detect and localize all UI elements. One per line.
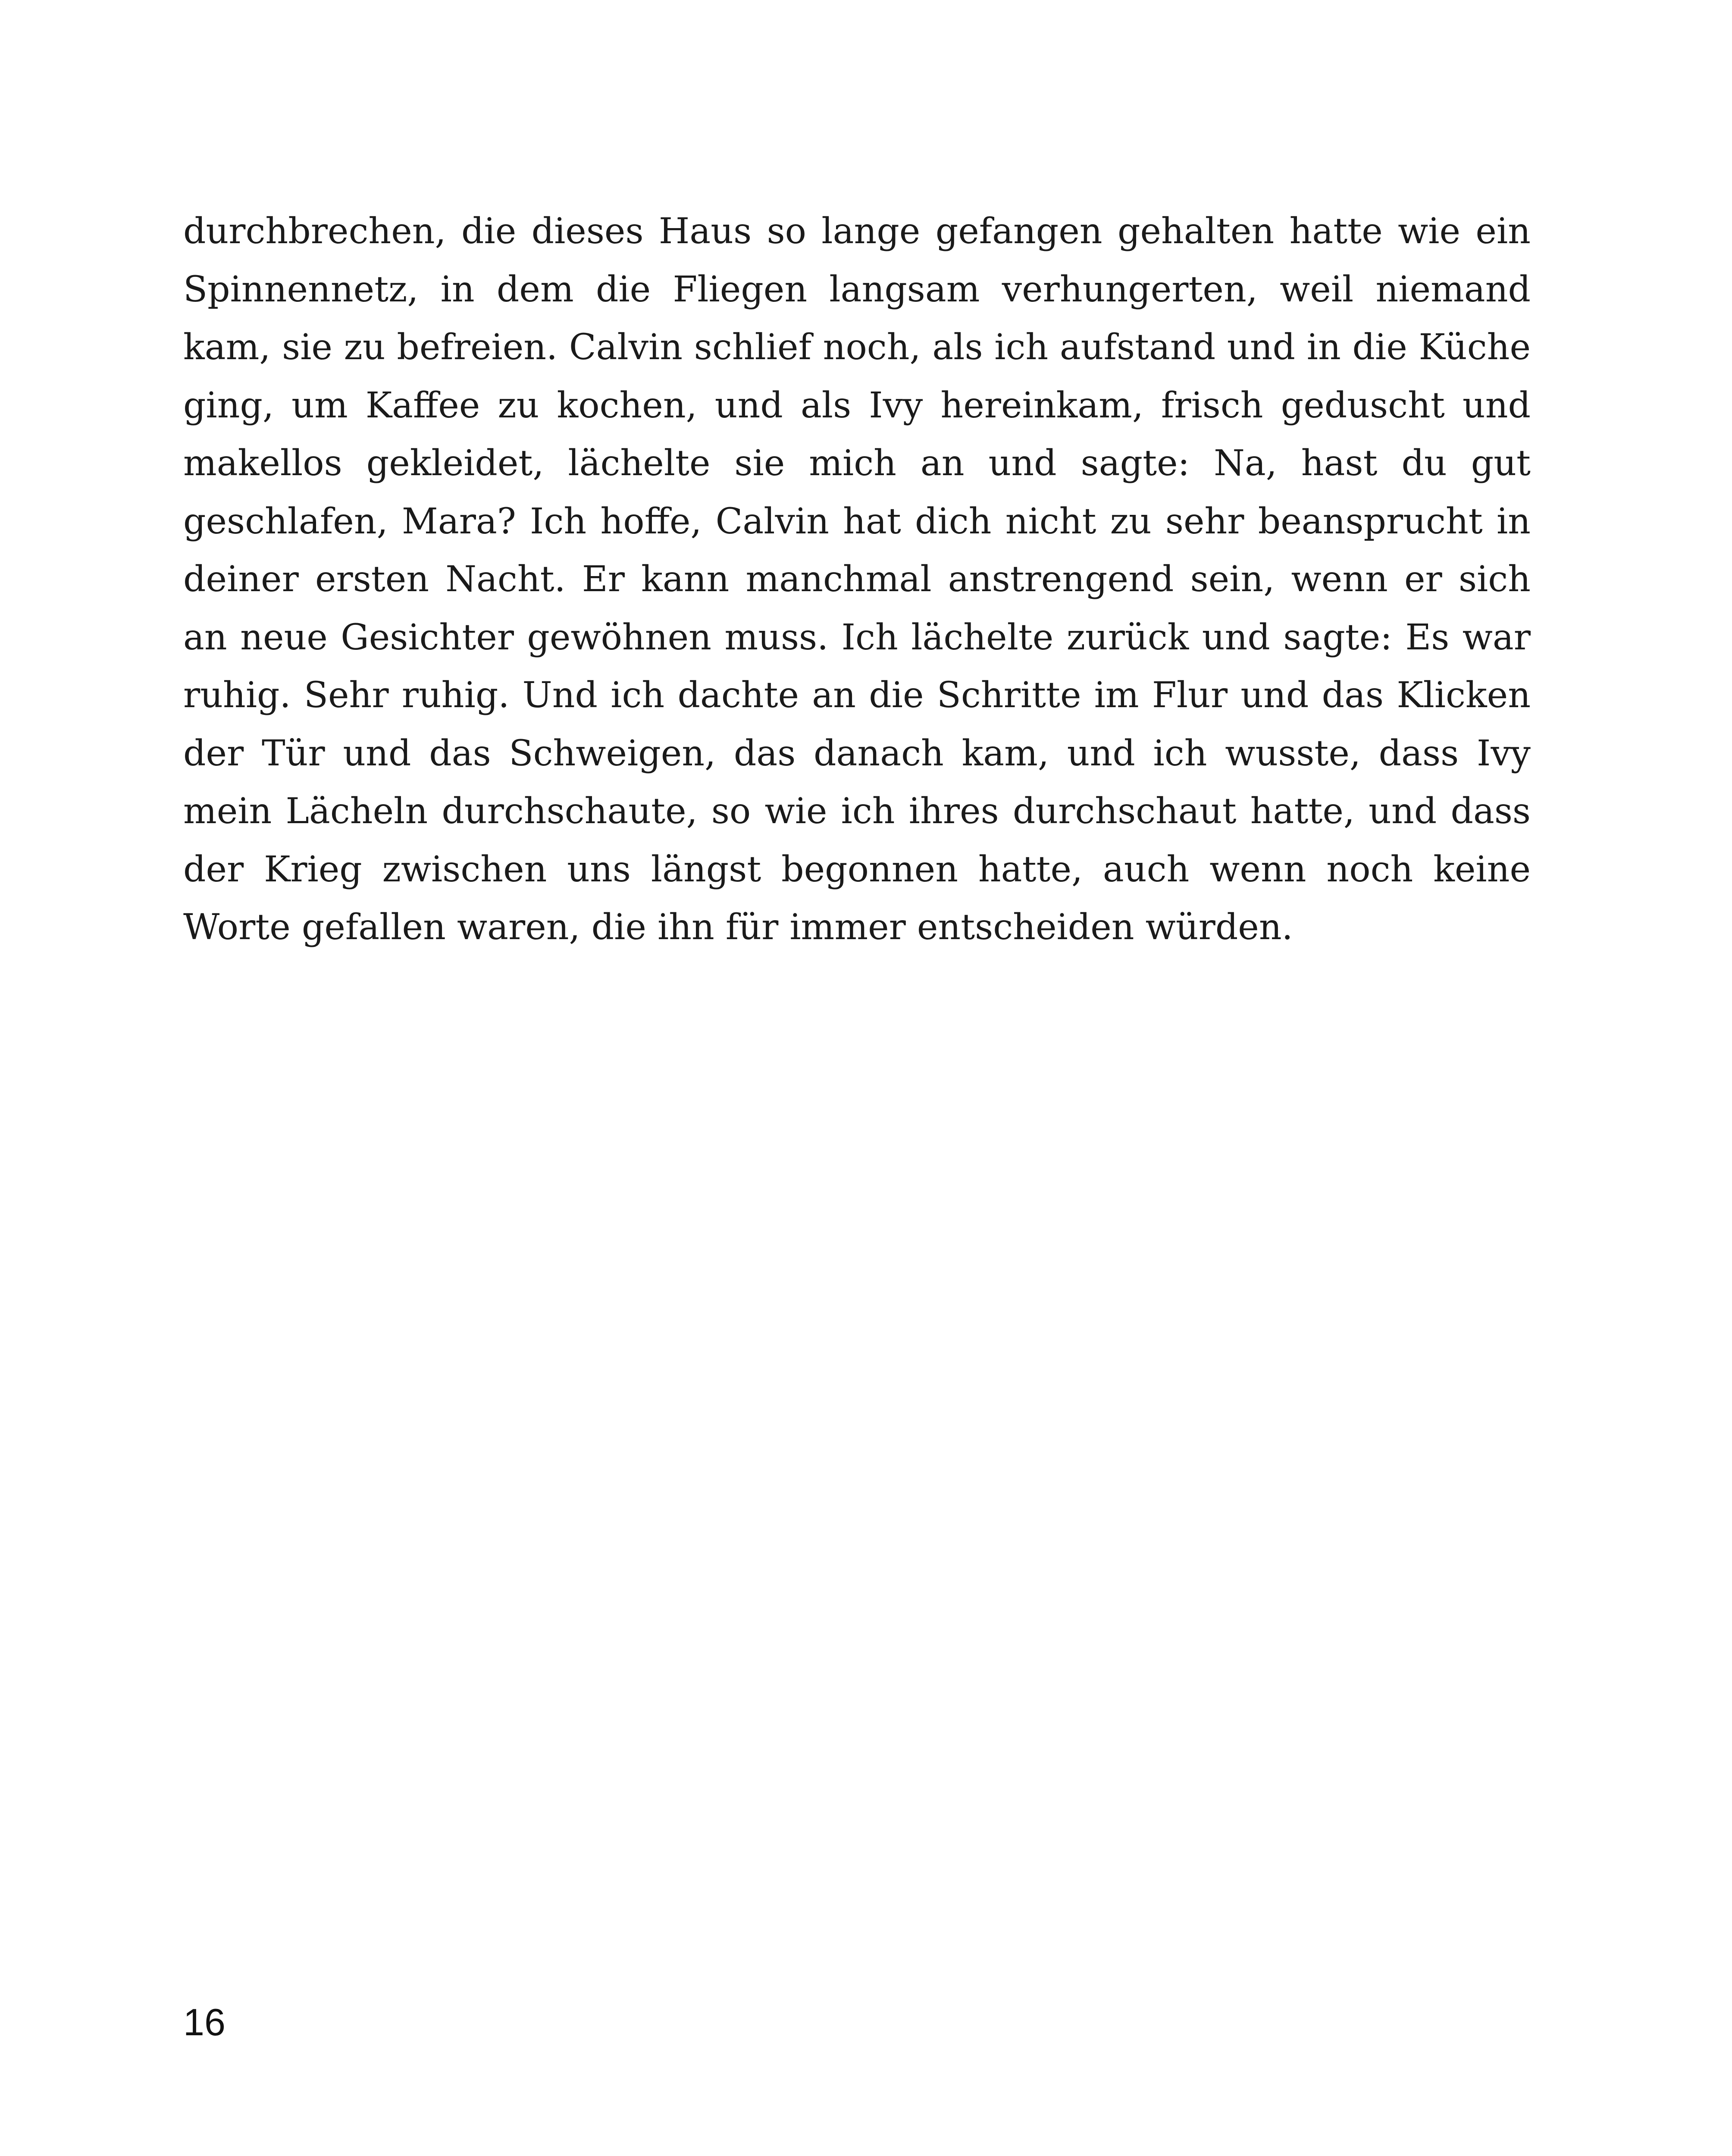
page-number: 16 [183, 2001, 226, 2043]
body-paragraph: durchbrechen, die dieses Haus so lange gefangen gehalten hatte wie ein Spinnennetz, in dem die Fliegen langsam verhungerten, weil niemand kam, sie zu befreien. Calvin schlief noch, als ich aufstand und in die Küche ging, um Kaffee zu kochen, und als Ivy hereinkam, frisch geduscht und makellos gekleidet, lächelte sie mich an und sagte: Na, hast du gut geschlafen, Mara? Ich hoffe, Calvin hat dich nicht zu sehr beansprucht in deiner ersten Nacht. Er kann manchmal anstrengend sein, wenn er sich an neue Gesichter gewöhnen muss. Ich lächelte zurück und sagte: Es war ruhig. Sehr ruhig. Und ich dachte an die Schritte im Flur und das Klicken der Tür und das Schweigen, das danach kam, und ich wusste, dass Ivy mein Lächeln durchschaute, so wie ich ihres durchschaut hatte, und dass der Krieg zwischen uns längst begonnen hatte, auch wenn noch keine Worte gefallen waren, die ihn für immer entscheiden würden. [183, 211, 1531, 948]
